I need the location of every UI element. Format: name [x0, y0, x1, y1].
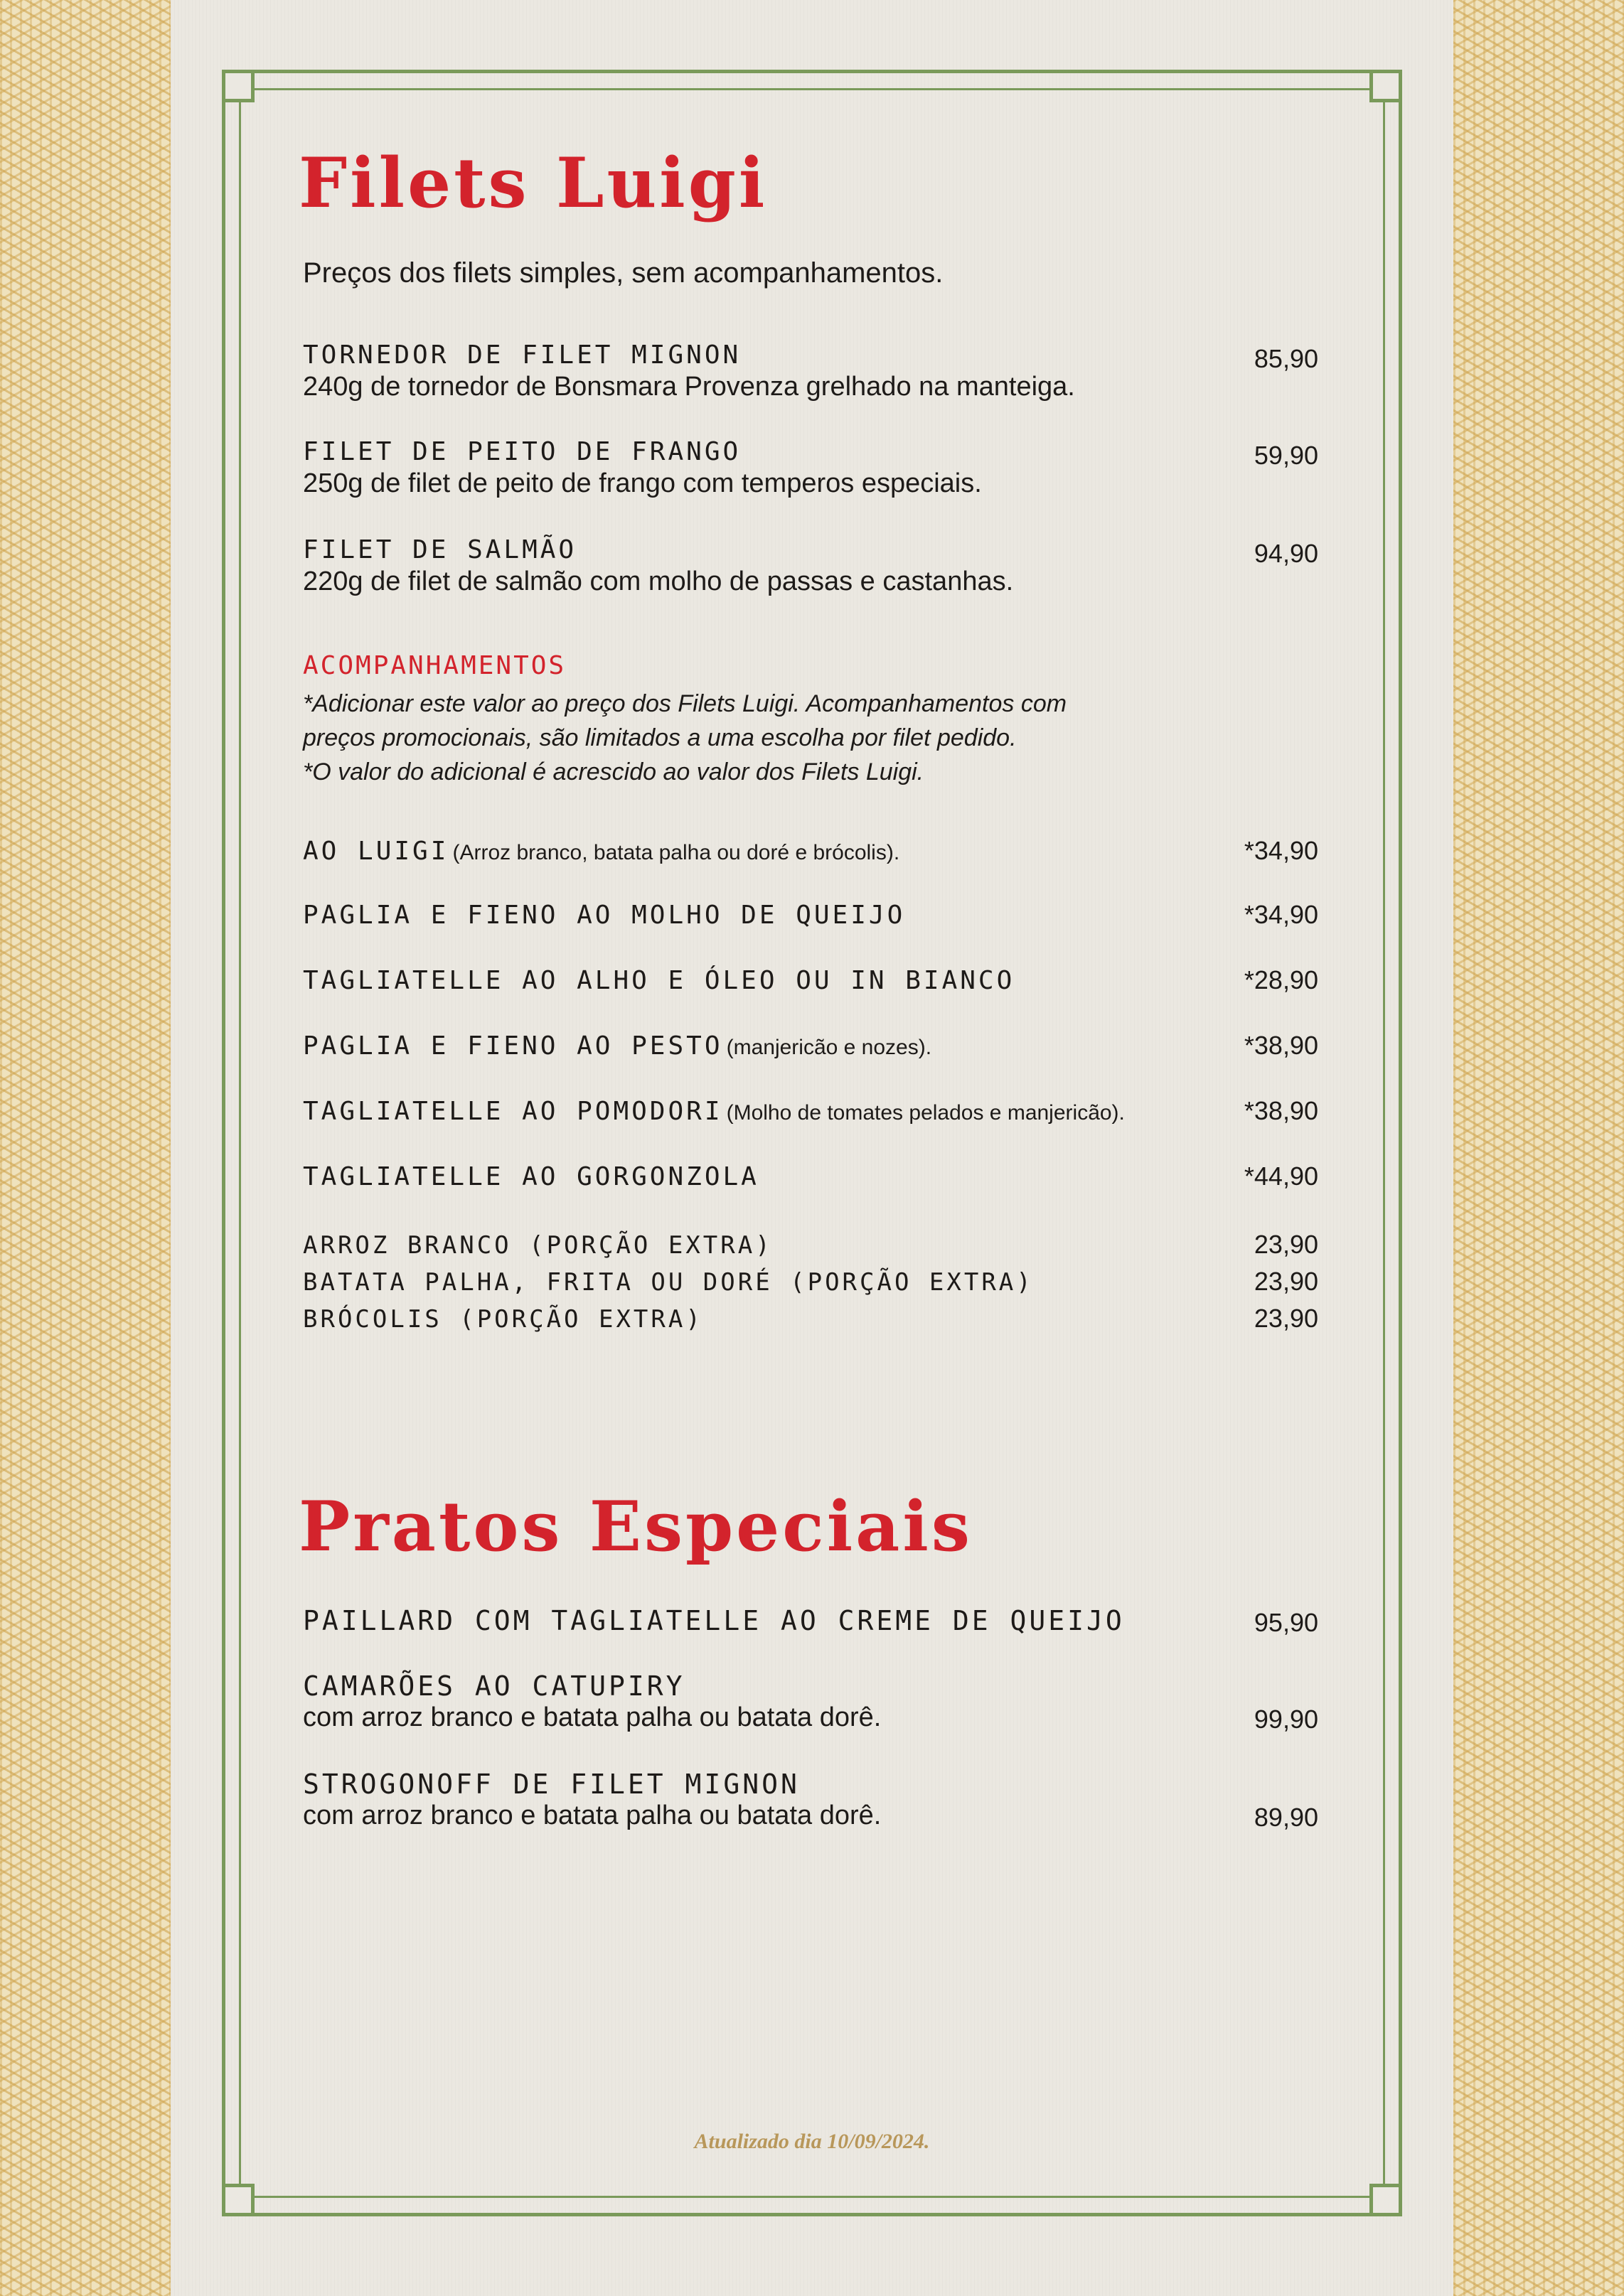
item-name: TAGLIATELLE AO POMODORI [303, 1097, 723, 1126]
item-note: (Molho de tomates pelados e manjericão). [726, 1101, 1125, 1125]
extra-portion [303, 1301, 703, 1338]
item-price: 23,90 [1254, 1304, 1318, 1333]
item-name: AO LUIGI [303, 837, 449, 866]
menu-item [303, 1670, 881, 1733]
section-title-especiais: Pratos Especiais [299, 1486, 973, 1567]
inner-frame [239, 88, 1385, 2198]
item-name: PAGLIA E FIENO AO MOLHO DE QUEIJO [303, 901, 906, 930]
side-dish-item [303, 1096, 1125, 1127]
corner-ornament [1369, 70, 1402, 102]
menu-item [303, 340, 1075, 402]
item-price: *38,90 [1244, 1096, 1318, 1125]
acompanhamentos-heading: ACOMPANHAMENTOS [303, 651, 567, 680]
note-line: preços promocionais, são limitados a uma escolha por filet pedido. [303, 724, 1017, 751]
menu-item [303, 1605, 1125, 1636]
extra-portion [303, 1264, 1034, 1301]
section-title-filets: Filets Luigi [299, 143, 768, 223]
item-description: 220g de filet de salmão com molho de passas e castanhas. [303, 567, 1014, 596]
item-price: *38,90 [1244, 1031, 1318, 1060]
menu-item [303, 535, 1013, 597]
item-price: *34,90 [1244, 900, 1318, 929]
side-dish-item [303, 965, 1015, 997]
note-line: *Adicionar este valor ao preço dos Filets Luigi. Acompanhamentos com [303, 690, 1067, 717]
item-name: TAGLIATELLE AO GORGONZOLA [303, 1162, 759, 1191]
item-name: BRÓCOLIS (PORÇÃO EXTRA) [303, 1305, 703, 1334]
item-name: FILET DE PEITO DE FRANGO [303, 437, 742, 466]
updated-date-footer: Atualizado dia 10/09/2024. [694, 2130, 930, 2153]
item-price: 94,90 [1254, 539, 1318, 568]
item-name: TORNEDOR DE FILET MIGNON [303, 340, 742, 370]
left-pattern-border [0, 0, 171, 2296]
item-name: CAMARÕES AO CATUPIRY [303, 1670, 685, 1702]
item-name: ARROZ BRANCO (PORÇÃO EXTRA) [303, 1231, 773, 1260]
item-note: (Arroz branco, batata palha ou doré e brócolis). [452, 841, 900, 864]
side-dish-item [303, 836, 899, 867]
item-price: *28,90 [1244, 965, 1318, 994]
item-note: (manjericão e nozes). [726, 1036, 932, 1059]
item-name: PAILLARD COM TAGLIATELLE AO CREME DE QUEIJO [303, 1605, 1125, 1636]
item-price: 59,90 [1254, 441, 1318, 470]
item-description: com arroz branco e batata palha ou batata dorê. [303, 1702, 882, 1732]
item-price: 99,90 [1254, 1705, 1318, 1734]
item-name: BATATA PALHA, FRITA OU DORÉ (PORÇÃO EXTRA) [303, 1268, 1034, 1297]
corner-ornament [222, 70, 255, 102]
item-description: 250g de filet de peito de frango com temperos especiais. [303, 468, 982, 498]
note-line: *O valor do adicional é acrescido ao valor dos Filets Luigi. [303, 758, 924, 785]
item-price: *34,90 [1244, 836, 1318, 865]
item-name: STROGONOFF DE FILET MIGNON [303, 1769, 800, 1800]
menu-item [303, 436, 982, 499]
side-dish-item [303, 1031, 931, 1062]
filets-subtitle: Preços dos filets simples, sem acompanhamentos. [303, 257, 944, 289]
item-description: 240g de tornedor de Bonsmara Provenza grelhado na manteiga. [303, 372, 1075, 402]
corner-ornament [1369, 2184, 1402, 2216]
item-price: 95,90 [1254, 1608, 1318, 1637]
acompanhamentos-note [303, 687, 1067, 789]
extra-portion [303, 1227, 773, 1264]
item-description: com arroz branco e batata palha ou batata dorê. [303, 1801, 882, 1830]
item-price: 89,90 [1254, 1803, 1318, 1832]
item-price: *44,90 [1244, 1162, 1318, 1191]
corner-ornament [222, 2184, 255, 2216]
item-name: PAGLIA E FIENO AO PESTO [303, 1031, 723, 1061]
side-dish-item [303, 1162, 759, 1193]
side-dish-item [303, 900, 905, 931]
menu-item [303, 1769, 881, 1831]
right-pattern-border [1453, 0, 1624, 2296]
item-price: 23,90 [1254, 1267, 1318, 1296]
item-price: 85,90 [1254, 344, 1318, 373]
item-name: TAGLIATELLE AO ALHO E ÓLEO OU IN BIANCO [303, 966, 1015, 995]
item-price: 23,90 [1254, 1230, 1318, 1259]
item-name: FILET DE SALMÃO [303, 535, 577, 564]
